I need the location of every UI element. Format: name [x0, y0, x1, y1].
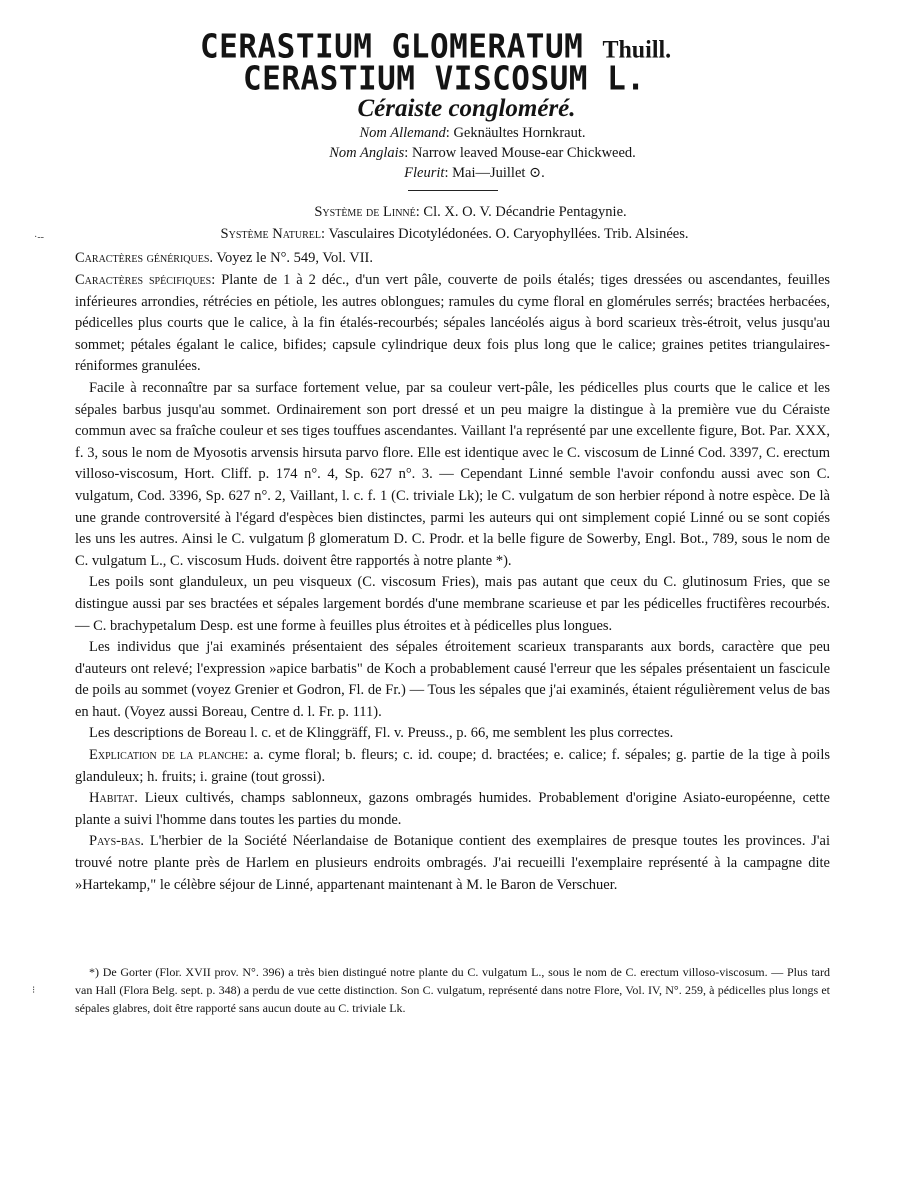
caracteres-specifiques-paragraph: Caractères spécifiques: Plante de 1 à 2 déc., d'un vert pâle, couverte de poils étalés; tiges dressées ou ascendantes, feuilles inférieures arrondies, rétrécies en pétiole, les autres oblongues; ramules du cyme floral en glomérules serrés; bractées herbacées, pédicelles plus courts que le calice, à la fin étalés-recourbés; sépales lancéolés aigus à bord scarieux très-étroit, velus jusqu'au sommet; pétales égalant le calice, bifides; capsule cylindrique deux fois plus long que le calice; graines petites triangulaires-réniformes granulées. [75, 272, 831, 375]
paragraph-individus: Les individus que j'ai examinés présentaient des sépales étroitement scarieux transparants aux bords, caractère que peu d'auteurs ont relevé; l'expression »apice barbatis" de Koch a probablement causé l'erreur que les sépales présentaient un fascicule de poils au sommet (voyez Grenier et Godron, Fl. de Fr.) — Tous les sépales que j'ai examinés, étaient régulièrement velus de bas en haut. (Voyez aussi Boreau, Centre d. l. Fr. p. 111). [75, 639, 830, 720]
margin-mark-bottom: ⁝ [32, 985, 36, 996]
fleurit-label: Fleurit [404, 165, 445, 181]
nom-anglais-value: Narrow leaved Mouse-ear Chickweed. [411, 145, 636, 161]
systeme-linne-label: Système de Linné [314, 204, 416, 220]
nom-allemand-value: Geknäultes Hornkraut. [453, 125, 586, 141]
main-text [75, 270, 830, 896]
paragraph-poils: Les poils sont glanduleux, un peu visqueux (C. viscosum Fries), mais pas autant que ceux du C. glutinosum Fries, que se distingue aussi par ses bractées et sépales largement bordés d'une membrane scarieuse et par les pédicelles fructifères recourbés. — C. brachypetalum Desp. est une forme à feuilles plus étroites et à pédicelles plus longues. [75, 574, 830, 634]
paragraph-facile [75, 378, 830, 572]
common-name: Céraiste congloméré. [357, 95, 576, 122]
habitat-text: Lieux cultivés, champs sablonneux, gazons ombragés humides. Probablement d'origine Asiato-européenne, cette plante a suivi l'homme dans toutes les parties du monde. [75, 790, 830, 828]
systeme-naturel-value: Vasculaires Dicotylédonées. O. Caryophyllées. Trib. Alsinées. [328, 226, 689, 242]
caracteres-specifiques-label: Caractères spécifiques [75, 272, 212, 288]
habitat-paragraph [75, 788, 830, 831]
nom-allemand-label: Nom Allemand [359, 125, 446, 141]
habitat-label: Habitat. [89, 790, 138, 807]
explication-text: a. cyme floral; b. fleurs; c. id. coupe; d. bractées; e. calice; f. sépales; g. partie de la tige à poils glanduleux; h. fruits; i. graine (tout grossi). [75, 747, 830, 785]
nom-allemand-line: Nom Allemand: Geknäultes Hornkraut. [359, 125, 586, 141]
pays-bas-paragraph [75, 831, 830, 896]
pays-bas-label: Pays-bas. [89, 833, 145, 850]
nom-anglais-label: Nom Anglais [329, 145, 405, 161]
systeme-linne-line: Système de Linné: Cl. X. O. V. Décandrie Pentagynie. [314, 204, 627, 220]
systeme-linne-value: Cl. X. O. V. Décandrie Pentagynie. [423, 204, 627, 220]
paragraph-descriptions: Les descriptions de Boreau l. c. et de Klinggräff, Fl. v. Preuss., p. 66, me semblent les plus correctes. [89, 725, 674, 742]
margin-mark-top: ·-- [34, 232, 44, 243]
title-author: Thuill. [602, 36, 672, 64]
pays-bas-text: L'herbier de la Société Néerlandaise de Botanique contient des exemplaires de presque toutes les provinces. J'ai trouvé notre plante près de Harlem en plusieurs endroits ombragés. J'ai recueilli l'exemplaire représenté à la campagne dite »Hartekamp," le célèbre séjour de Linné, appartenant maintenant à M. le Baron de Verschuer. [75, 833, 831, 893]
title-divider [408, 190, 498, 191]
caracteres-generiques-value: Voyez le N°. 549, Vol. VII. [216, 250, 373, 266]
fleurit-value: Mai—Juillet ⊙. [452, 165, 545, 181]
caracteres-generiques [75, 248, 830, 270]
fleurit-line: Fleurit: Mai—Juillet ⊙. [404, 165, 545, 181]
paragraph-vaillant-text: Vaillant l'a représenté par une excellente figure, Bot. Par. XXX, f. 3, sous le nom de Myosotis arvensis hirsuta parvo flore. Elle est identique avec le C. viscosum de Linné Cod. 3397, C. erectum villoso-viscosum, Hort. Cliff. p. 174 n°. 4, Sp. 627 n°. 3. — Cependant Linné semble l'avoir confondu aussi avec son C. vulgatum, Cod. 3396, Sp. 627 n°. 2, Vaillant, l. c. f. 1 (C. triviale Lk); le C. vulgatum de son herbier répond à notre espèce. De là une grande controversité à l'égard d'espèces bien distinctes, parmi les auteurs qui ont simplement copié Linné ou se sont copiés les uns les autres. Ainsi le C. vulgatum β glomeratum D. C. Prodr. et la belle figure de Sowerby, Engl. Bot., 789, sous le nom de C. vulgatum L., C. viscosum Huds. doivent être rapportés à notre plante *). [75, 423, 830, 569]
footnote: *) De Gorter (Flor. XVII prov. N°. 396) a très bien distingué notre plante du C. vulgatum L., sous le nom de C. erectum villoso-viscosum. — Plus tard van Hall (Flora Belg. sept. p. 348) a perdu de vue cette distinction. Son C. vulgatum, représenté dans notre Flore, Vol. IV, N°. 259, à pédicelles plus longs et sépales glabres, doit être rapporté sans aucun doute au C. triviale Lk. [75, 965, 830, 1015]
paragraph-facile-text: Facile à reconnaître par sa surface fortement velue, par sa couleur vert-pâle, les pédicelles plus courts que le calice et les sépales barbus jusqu'au sommet. Ordinairement son port dressé et un peu maigre la distingue à la première vue du Céraiste commun avec sa fraîche couleur et ses tiges touffues ascendantes. [75, 379, 830, 440]
title-line-2: CERASTIUM VISCOSUM L. [243, 60, 646, 98]
nom-anglais-line: Nom Anglais: Narrow leaved Mouse-ear Chickweed. [329, 145, 636, 161]
explication-label: Explication de la planche [89, 747, 245, 764]
caracteres-generiques-label: Caractères génériques. [75, 250, 214, 266]
systeme-naturel-line: Système Naturel: Vasculaires Dicotylédonées. O. Caryophyllées. Trib. Alsinées. [220, 226, 689, 242]
systeme-naturel-label: Système Naturel [220, 226, 322, 242]
explication-paragraph: Explication de la planche: a. cyme floral; b. fleurs; c. id. coupe; d. bractées; e. calice; f. sépales; g. partie de la tige à poils glanduleux; h. fruits; i. graine (tout grossi). [75, 747, 830, 785]
title-genus-species: CERASTIUM GLOMERATUM [200, 28, 584, 66]
caracteres-specifiques-text: Plante de 1 à 2 déc., d'un vert pâle, couverte de poils étalés; tiges dressées ou ascendantes, feuilles inférieures arrondies, rétrécies en pétiole, les autres oblongues; ramules du cyme floral en glomérules serrés; bractées herbacées, pédicelles plus courts que le calice, à la fin étalés-recourbés; sépales lancéolés aigus à bord scarieux très-étroit, velus jusqu'au sommet; pétales égalant le calice, bifides; capsule cylindrique deux fois plus long que le calice; graines petites triangulaires-réniformes granulées. [75, 272, 831, 375]
